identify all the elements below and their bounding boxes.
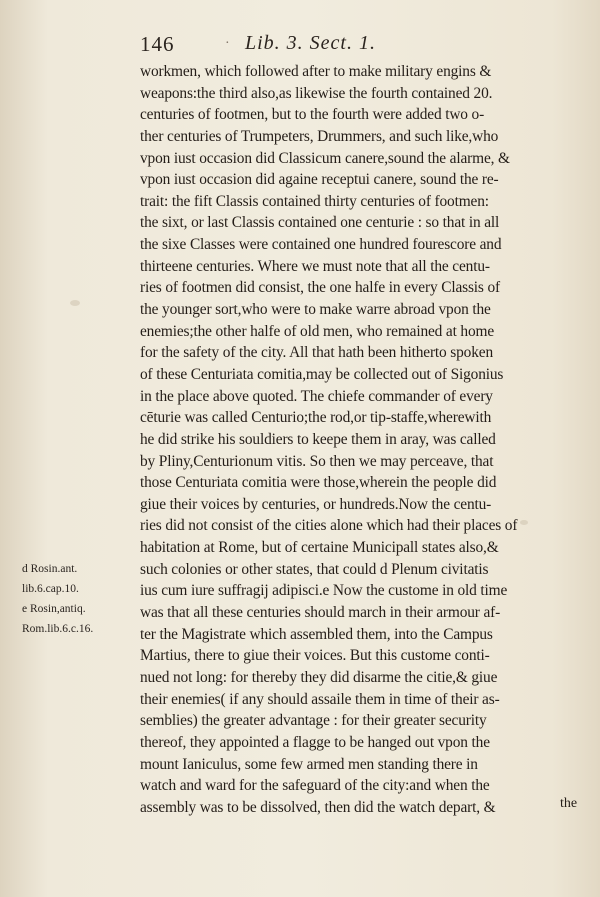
margin-notes bbox=[22, 559, 140, 639]
text-line: ter the Magistrate which assembled them, into the Campus bbox=[140, 625, 493, 643]
text-line: cēturie was called Centurio;the rod,or tip-staffe,wherewith bbox=[140, 409, 492, 427]
text-line: their enemies( if any should assaile them in time of their as- bbox=[140, 690, 500, 708]
text-line: vpon iust occasion did againe receptui canere, sound the re- bbox=[140, 171, 499, 189]
margin-note: lib.6.cap.10. bbox=[22, 583, 79, 595]
body-text bbox=[140, 61, 570, 818]
text-line: Martius, there to giue their voices. But this custome conti- bbox=[140, 647, 490, 665]
catchword: the bbox=[560, 796, 578, 811]
text-line: nued not long: for thereby they did disarme the citie,& giue bbox=[140, 668, 498, 686]
text-line: assembly was to be dissolved, then did the watch depart, & bbox=[140, 798, 496, 816]
text-line: mount Ianiculus, some few armed men standing there in bbox=[140, 755, 478, 773]
text-line: by Pliny,Centurionum vitis. So then we may perceave, that bbox=[140, 452, 494, 470]
paper-spot bbox=[70, 300, 80, 306]
text-line: weapons:the third also,as likewise the fourth contained 20. bbox=[140, 84, 493, 102]
text-line: enemies;the other halfe of old men, who remained at home bbox=[140, 322, 495, 340]
text-line: such colonies or other states, that could d Plenum civitatis bbox=[140, 560, 489, 578]
text-line: ries did not consist of the cities alone which had their places of bbox=[140, 517, 518, 535]
margin-note: e Rosin,antiq. bbox=[22, 603, 86, 615]
running-header bbox=[140, 32, 460, 58]
text-line: semblies) the greater advantage : for their greater security bbox=[140, 712, 487, 730]
margin-note: Rom.lib.6.c.16. bbox=[22, 623, 94, 635]
text-line: giue their voices by centuries, or hundreds.Now the centu- bbox=[140, 495, 492, 513]
text-line: those Centuriata comitia were those,wherein the people did bbox=[140, 474, 497, 492]
text-line: for the safety of the city. All that hath been hitherto spoken bbox=[140, 344, 493, 362]
margin-note: d Rosin.ant. bbox=[22, 563, 78, 575]
text-line: habitation at Rome, but of certaine Municipall states also,& bbox=[140, 539, 499, 557]
text-line: the sixt, or last Classis contained one centurie : so that in all bbox=[140, 214, 500, 232]
text-line: he did strike his souldiers to keepe them in aray, was called bbox=[140, 430, 496, 448]
text-line: the sixe Classes were contained one hundred fourescore and bbox=[140, 236, 502, 254]
text-line: ries of footmen did consist, the one halfe in every Classis of bbox=[140, 279, 500, 297]
text-line: workmen, which followed after to make military engins & bbox=[140, 63, 492, 80]
text-line: of these Centuriata comitia,may be collected out of Sigonius bbox=[140, 365, 504, 383]
text-line: thereof, they appointed a flagge to be hanged out vpon the bbox=[140, 733, 490, 751]
text-line: trait: the fift Classis contained thirty centuries of footmen: bbox=[140, 192, 489, 210]
text-line: watch and ward for the safeguard of the city:and when the bbox=[140, 777, 490, 795]
text-line: thirteene centuries. Where we must note that all the centu- bbox=[140, 257, 490, 275]
text-line: ius cum iure suffragij adipisci.e Now the custome in old time bbox=[140, 582, 508, 600]
text-line: the younger sort,who were to make warre abroad vpon the bbox=[140, 301, 491, 319]
page-number: 146 bbox=[140, 32, 175, 56]
ornament-mark: · bbox=[225, 36, 230, 51]
text-line: vpon iust occasion did Classicum canere,sound the alarme, & bbox=[140, 149, 510, 167]
text-line: centuries of footmen, but to the fourth were added two o- bbox=[140, 106, 485, 124]
running-head: Lib. 3. Sect. 1. bbox=[245, 32, 376, 54]
text-line: ther centuries of Trumpeters, Drummers, and such like,who bbox=[140, 127, 499, 145]
text-line: was that all these centuries should march in their armour af- bbox=[140, 604, 501, 622]
text-line: in the place above quoted. The chiefe commander of every bbox=[140, 387, 493, 405]
